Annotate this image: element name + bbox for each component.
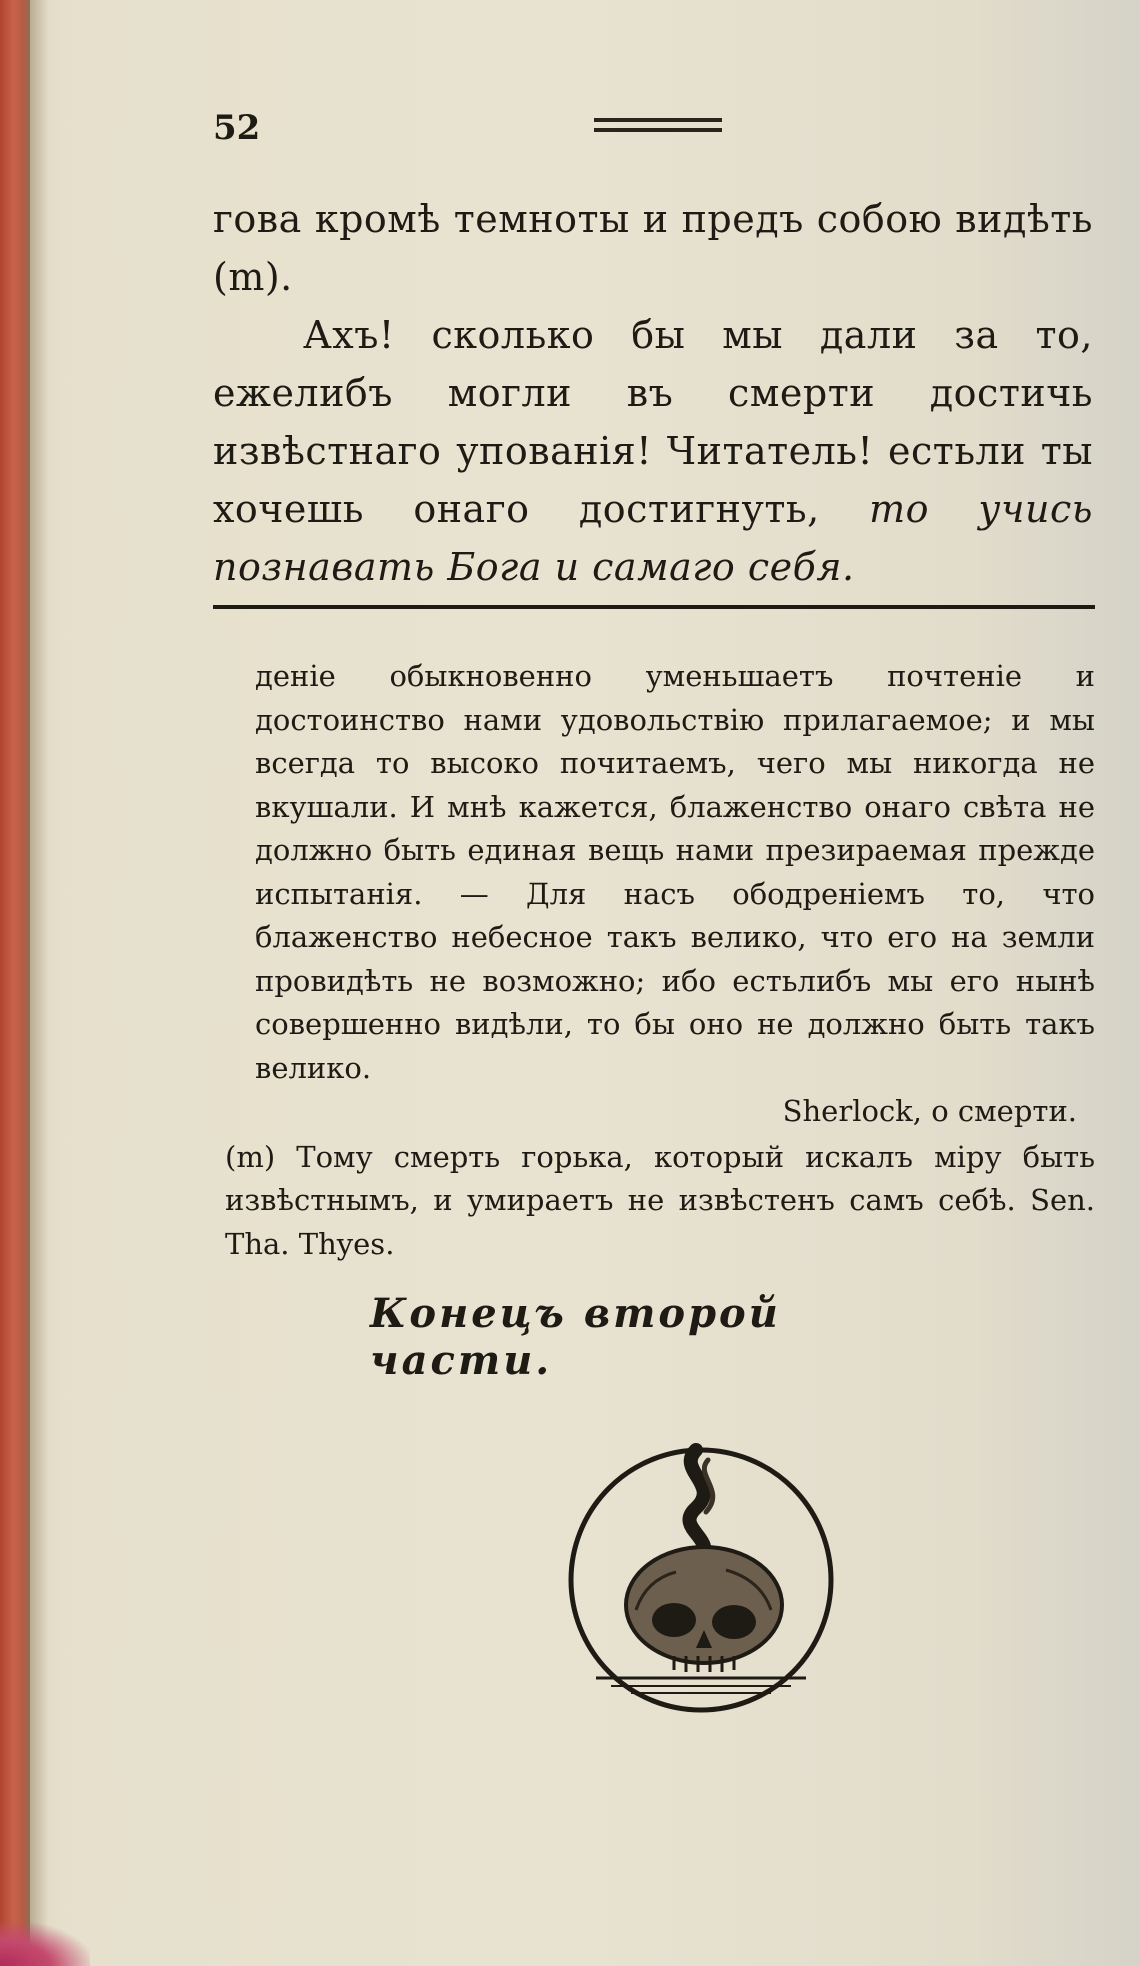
binding-shadow: [30, 0, 48, 1966]
footnote-m-text: Тому смерть горька, который искалъ міру быть извѣстнымъ, и умираетъ не извѣстенъ самъ себѣ. Sen. Tha. Thyes.: [225, 1139, 1096, 1261]
main-paragraph-2-text: Ахъ! сколько бы мы дали за то, ежелибъ могли въ смерти достичь извѣстнаго упованія! Читатель! естьли ты хочешь онаго достигнуть,: [213, 313, 1093, 531]
footnote-m: [225, 1136, 1095, 1267]
main-line-1: гова кромѣ темноты и предъ собою видѣть (m).: [213, 197, 1093, 299]
binding-corner: [0, 1921, 90, 1966]
end-of-part-title: Конецъ второй части.: [370, 1290, 781, 1384]
page-number: 52: [213, 108, 261, 148]
book-binding: [0, 0, 30, 1966]
main-paragraph-2: [213, 306, 1093, 596]
main-paragraph-2-italic: то учись познавать Бога и самаго себя.: [213, 487, 1093, 589]
main-text: [213, 190, 1093, 596]
footnote-divider: [213, 605, 1095, 609]
footnote-l-attribution: Sherlock, о смерти.: [782, 1094, 1077, 1128]
footnote-l-continuation: деніе обыкновенно уменьшаетъ почтеніе и достоинство нами удовольствію прилагаемое; и мы всегда то высоко почитаемъ, чего мы никогда не вкушали. И мнѣ кажется, блаженство онаго свѣта не должно быть единая вещь нами презираемая прежде испытанія. — Для насъ ободреніемъ то, что блаженство небесное такъ велико, что его на земли провидѣть не возможно; ибо естьлибъ мы его нынѣ совершенно видѣли, то бы оно не должно быть такъ велико.: [255, 659, 1095, 1085]
footnotes: [225, 655, 1096, 1266]
skull-with-smoke-icon: [556, 1430, 846, 1720]
header-double-rule: [594, 118, 722, 138]
footnote-m-marker: (m): [225, 1139, 276, 1174]
